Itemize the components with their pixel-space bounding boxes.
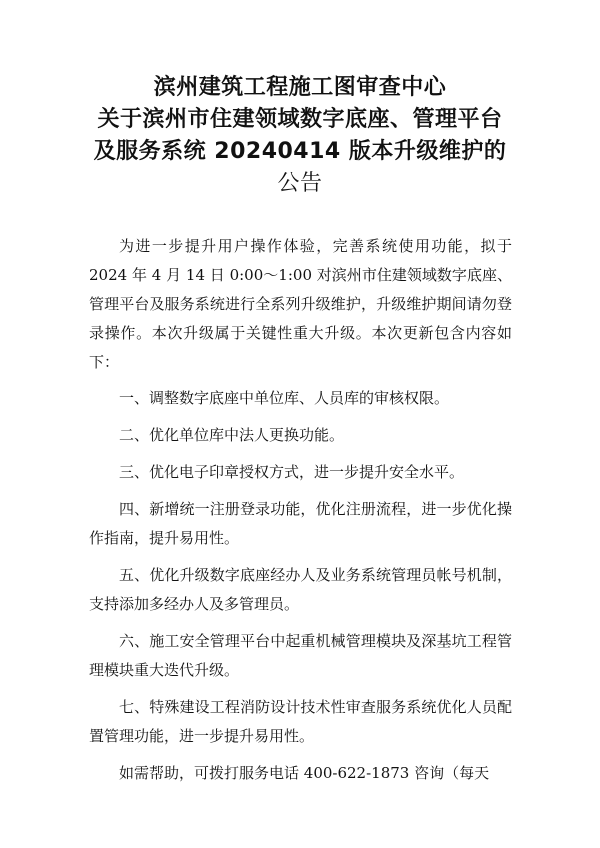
update-item: 三、优化电子印章授权方式，进一步提升安全水平。 — [119, 463, 465, 481]
update-items-list — [89, 384, 512, 751]
help-paragraph: 如需帮助，可拨打服务电话 400-622-1873 咨询（每天 — [119, 764, 490, 782]
notice-body — [89, 232, 512, 788]
update-item: 五、优化升级数字底座经办人及业务系统管理员帐号机制，支持添加多经办人及多管理员。 — [89, 566, 512, 613]
update-item: 二、优化单位库中法人更换功能。 — [119, 426, 345, 444]
intro-paragraph: 为进一步提升用户操作体验，完善系统使用功能，拟于 2024 年 4 月 14 日 0:00～1:00 对滨州市住建领域数字底座、管理平台及服务系统进行全系列升级维护，升级维护期间请勿登录操作。本次升级属于关键性重大升级。本次更新包含内容如下： — [89, 237, 512, 371]
notice-title — [0, 72, 600, 200]
title-line-3: 及服务系统 20240414 版本升级维护的 — [93, 139, 507, 164]
update-item: 一、调整数字底座中单位库、人员库的审核权限。 — [119, 389, 450, 407]
update-item: 六、施工安全管理平台中起重机械管理模块及深基坑工程管理模块重大迭代升级。 — [89, 632, 512, 679]
update-item: 七、特殊建设工程消防设计技术性审查服务系统优化人员配置管理功能，进一步提升易用性。 — [89, 698, 512, 745]
title-line-2: 关于滨州市住建领域数字底座、管理平台 — [97, 107, 503, 132]
title-line-1: 滨州建筑工程施工图审查中心 — [153, 75, 447, 100]
title-line-4: 公告 — [277, 171, 323, 196]
update-item: 四、新增统一注册登录功能，优化注册流程，进一步优化操作指南，提升易用性。 — [89, 500, 512, 547]
